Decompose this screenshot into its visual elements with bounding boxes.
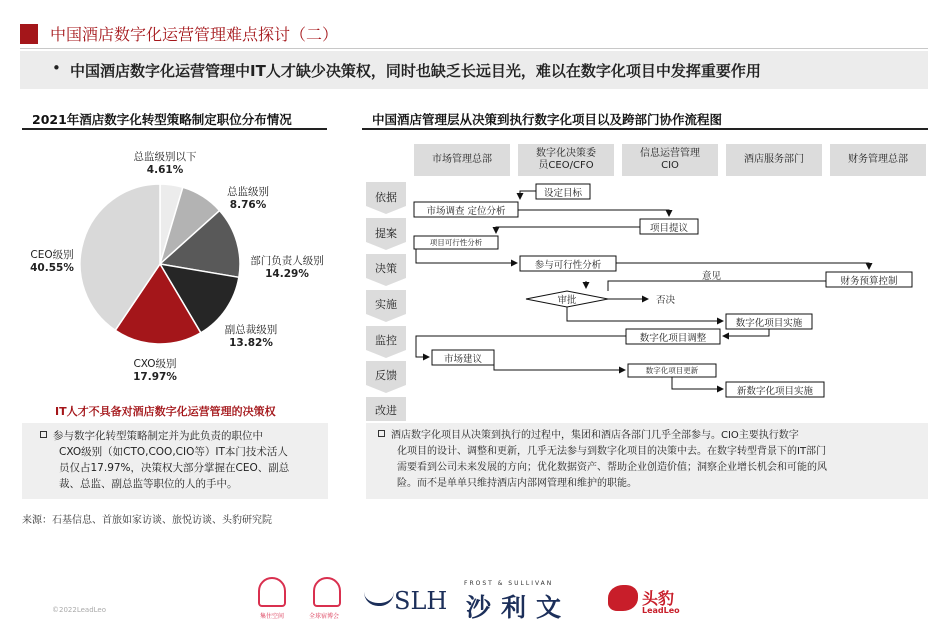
column-header-decision-text: 数字化决策委 员CEO/CFO xyxy=(536,148,596,171)
pie-label-dept-head: 部门负责人级别 14.29% xyxy=(250,255,324,280)
stage-label-basis: 依据 xyxy=(375,191,397,204)
box-new-implement-text: 新数字化项目实施 xyxy=(736,386,813,397)
label-opinion: 意见 xyxy=(702,271,722,282)
stage-label-improve: 改进 xyxy=(375,404,397,417)
logo-leadleo-cn: 头豹 xyxy=(642,589,675,608)
logo-expo-caption: 全球宿博会 xyxy=(309,613,340,620)
logo-expo-icon xyxy=(313,577,341,607)
source-note: 来源：石基信息、首旅如家访谈、旅悦访谈、头豹研究院 xyxy=(22,515,272,526)
box-feasibility-join-text: 参与可行性分析 xyxy=(534,260,602,271)
box-update-text: 数字化项目更新 xyxy=(645,366,699,375)
box-feasibility-text: 项目可行性分析 xyxy=(429,238,483,247)
column-header-market-text: 市场管理总部 xyxy=(432,154,492,165)
box-set-goal-text: 设定目标 xyxy=(543,188,582,199)
logo-frost-cn: 沙利文 xyxy=(466,593,572,622)
flowchart-title: 中国酒店管理层从决策到执行数字化项目以及跨部门协作流程图 xyxy=(372,112,723,127)
page-title: 中国酒店数字化运营管理难点探讨（二） xyxy=(50,25,339,44)
logo-slh: SLH xyxy=(394,587,448,615)
pie-conclusion-note: IT人才不具备对酒店数字化运营管理的决策权 xyxy=(55,405,276,418)
column-header-hotel-text: 酒店服务部门 xyxy=(744,154,804,165)
checkbox-bullet-icon xyxy=(378,430,385,437)
bullet-dot-icon: • xyxy=(52,59,61,77)
stage-label-feedback: 反馈 xyxy=(375,369,397,382)
pie-label-cxo: CXO级别 17.97% xyxy=(133,358,177,383)
stage-label-implement: 实施 xyxy=(375,298,397,311)
logo-leadleo-icon xyxy=(608,585,638,611)
logo-jizhu-icon xyxy=(258,577,286,607)
pie-label-director: 总监级别 8.76% xyxy=(227,186,269,211)
pie-label-ceo: CEO级别 40.55% xyxy=(30,249,74,274)
pie-chart-title: 2021年酒店数字化转型策略制定职位分布情况 xyxy=(32,112,292,127)
box-suggestion-text: 市场建议 xyxy=(443,354,482,365)
right-bullet-text: 酒店数字化项目从决策到执行的过程中，集团和酒店各部门几乎全部参与。CIO主要执行数字 化项目的设计、调整和更新，几乎无法参与到数字化项目的决策中去。在数字转型背景下的IT部门 需要看到公司未来发展的方向；优化数据资产、帮助企业创造价值；洞察企业增长机会和可能的风 险。而不是单单只维持酒店内部网管理和维护的职能。 xyxy=(378,428,926,492)
logo-frost: FROST & SULLIVAN xyxy=(464,580,554,587)
page-subtitle: 中国酒店数字化运营管理中IT人才缺少决策权，同时也缺乏长远目光，难以在数字化项目中发挥重要作用 xyxy=(70,62,761,80)
column-header-cio-text: 信息运营管理 CIO xyxy=(640,148,700,171)
copyright: ©2022LeadLeo xyxy=(52,606,106,614)
logo-leadleo-en: LeadLeo xyxy=(642,606,680,615)
box-approve-text: 审批 xyxy=(557,295,577,306)
logo-jizhu-caption: 集住空间 xyxy=(260,613,285,620)
label-reject: 否决 xyxy=(656,295,676,306)
left-bullet-text: 参与数字化转型策略制定并为此负责的职位中 CXO级别（如CTO,COO,CIO等）IT本门技术活人 员仅占17.97%，决策权大部分掌握在CEO、副总 裁、总监、副总监等职位的人的手中。 xyxy=(40,428,325,492)
column-header-finance-text: 财务管理总部 xyxy=(848,154,908,165)
stage-label-monitor: 监控 xyxy=(375,334,397,347)
box-project-proposal-text: 项目提议 xyxy=(649,223,688,234)
pie-label-vp: 副总裁级别 13.82% xyxy=(224,324,278,349)
box-adjust-text: 数字化项目调整 xyxy=(639,333,707,344)
box-implement-text: 数字化项目实施 xyxy=(735,318,803,329)
box-budget-text: 财务预算控制 xyxy=(840,276,898,287)
pie-label-below-director: 总监级别以下 4.61% xyxy=(133,151,197,176)
stage-label-proposal: 提案 xyxy=(375,227,397,240)
stage-label-decision: 决策 xyxy=(375,262,397,275)
box-market-research-text: 市场调查 定位分析 xyxy=(426,206,506,217)
